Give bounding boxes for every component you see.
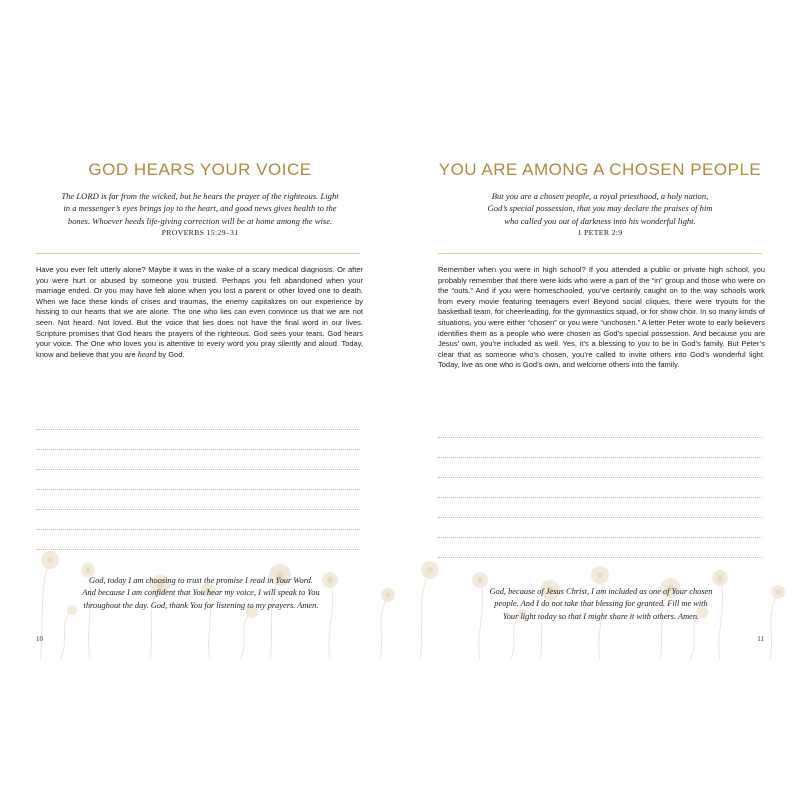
devotional-text	[438, 265, 765, 371]
devotional-emphasis: heard	[137, 349, 157, 359]
devotional-body: Have you ever felt utterly alone? Maybe it was in the wake of a scary medical diagnosis. Or after you were hurt or abused by someone you trusted. Perhaps you felt abandoned when your marriage ended. Or you may have felt alone when you lost a parent or other loved one to death. When we face these kinds of crises and traumas, the enemy capitalizes on our experience by hissing to our hearts that we are alone. The one who lies can even convince us that we are not seen. Not heard. Not loved. But the voice that lies does not have the final word in our lives. Scripture promises that God hears the prayers of the righteous. God sees your tears. God hears your voice. The One who loves you is attentive to every word you pray silently and aloud. Today, know and believe that you are	[36, 265, 363, 359]
left-page	[0, 120, 400, 660]
journal-line[interactable]	[36, 530, 360, 550]
right-page	[400, 120, 800, 660]
journal-line[interactable]	[36, 510, 360, 530]
verse-reference: PROVERBS 15:29–31	[161, 228, 239, 238]
verse-line: But you are a chosen people, a royal priesthood, a holy nation,	[491, 191, 709, 201]
verse-line: in a messenger’s eyes brings joy to the heart, and good news gives health to the	[63, 203, 337, 214]
journal-line[interactable]	[36, 470, 360, 490]
scripture-verse	[36, 190, 364, 240]
journal-line[interactable]	[438, 498, 762, 518]
journal-line[interactable]	[438, 458, 762, 478]
journal-line[interactable]	[36, 430, 360, 450]
page-title: YOU ARE AMONG A CHOSEN PEOPLE	[438, 160, 762, 179]
journal-line[interactable]	[438, 478, 762, 498]
journal-line[interactable]	[36, 410, 360, 430]
prayer-line: And because I am confident that You hear my voice, I will speak to You	[82, 588, 320, 598]
verse-reference: 1 PETER 2:9	[577, 228, 623, 238]
verse-line: bones. Whoever heeds life-giving correction will be at home among the wise.	[67, 215, 333, 226]
prayer-line: people. And I do not take that blessing for granted. Fill me with	[494, 599, 708, 609]
closing-prayer	[446, 586, 756, 623]
journal-line[interactable]	[438, 418, 762, 438]
devotional-text	[36, 265, 363, 360]
journal-line[interactable]	[36, 450, 360, 470]
devotional-body: Remember when you were in high school? If you attended a public or private high school, you probably remember that there were kids who were a part of the “in” group and those who were on the “outs.” And if you were homeschooled, you’ve certainly caught on to the way schools work from every movie featuring teenagers ever! Beyond social cliques, there were tryouts for the basketball team, for cheerleading, for the gymnastics squad, or for show choir. In so many kinds of situations, you were either “chosen” or you were “unchosen.” A letter Peter wrote to early believers identifies them as a people who were chosen as God’s special possession. And because you are Jesus’ own, you’re included as well. Yes, it’s a blessing to you to be in God’s family. But Peter’s clear that as someone who’s chosen, you’re called to invite others into God’s wonderful light. Today, live as one who is God’s own, and welcome others into the family.	[438, 265, 765, 370]
prayer-line: God, today I am choosing to trust the promise I read in Your Word.	[89, 576, 313, 585]
page-title: GOD HEARS YOUR VOICE	[88, 160, 312, 179]
verse-line: The LORD is far from the wicked, but he hears the prayer of the righteous. Light	[61, 191, 339, 201]
prayer-line: throughout the day. God, thank You for listening to my prayers. Amen.	[83, 600, 319, 610]
journal-line[interactable]	[36, 490, 360, 510]
journal-lines[interactable]	[438, 418, 762, 558]
devotional-tail: by God.	[156, 349, 185, 359]
verse-line: who called you out of darkness into his wonderful light.	[504, 215, 696, 226]
closing-prayer	[46, 575, 356, 612]
divider	[36, 253, 360, 254]
prayer-line: God, because of Jesus Christ, I am included as one of Your chosen	[489, 587, 713, 596]
journal-line[interactable]	[438, 438, 762, 458]
page-number: 11	[757, 635, 764, 643]
journal-lines[interactable]	[36, 410, 360, 550]
prayer-line: Your light today so that I might share it with others. Amen.	[502, 611, 700, 621]
verse-line: God’s special possession, that you may declare the praises of him	[487, 203, 713, 214]
journal-line[interactable]	[438, 538, 762, 558]
divider	[438, 253, 762, 254]
page-number: 10	[36, 635, 43, 643]
journal-line[interactable]	[438, 518, 762, 538]
scripture-verse	[436, 190, 764, 240]
